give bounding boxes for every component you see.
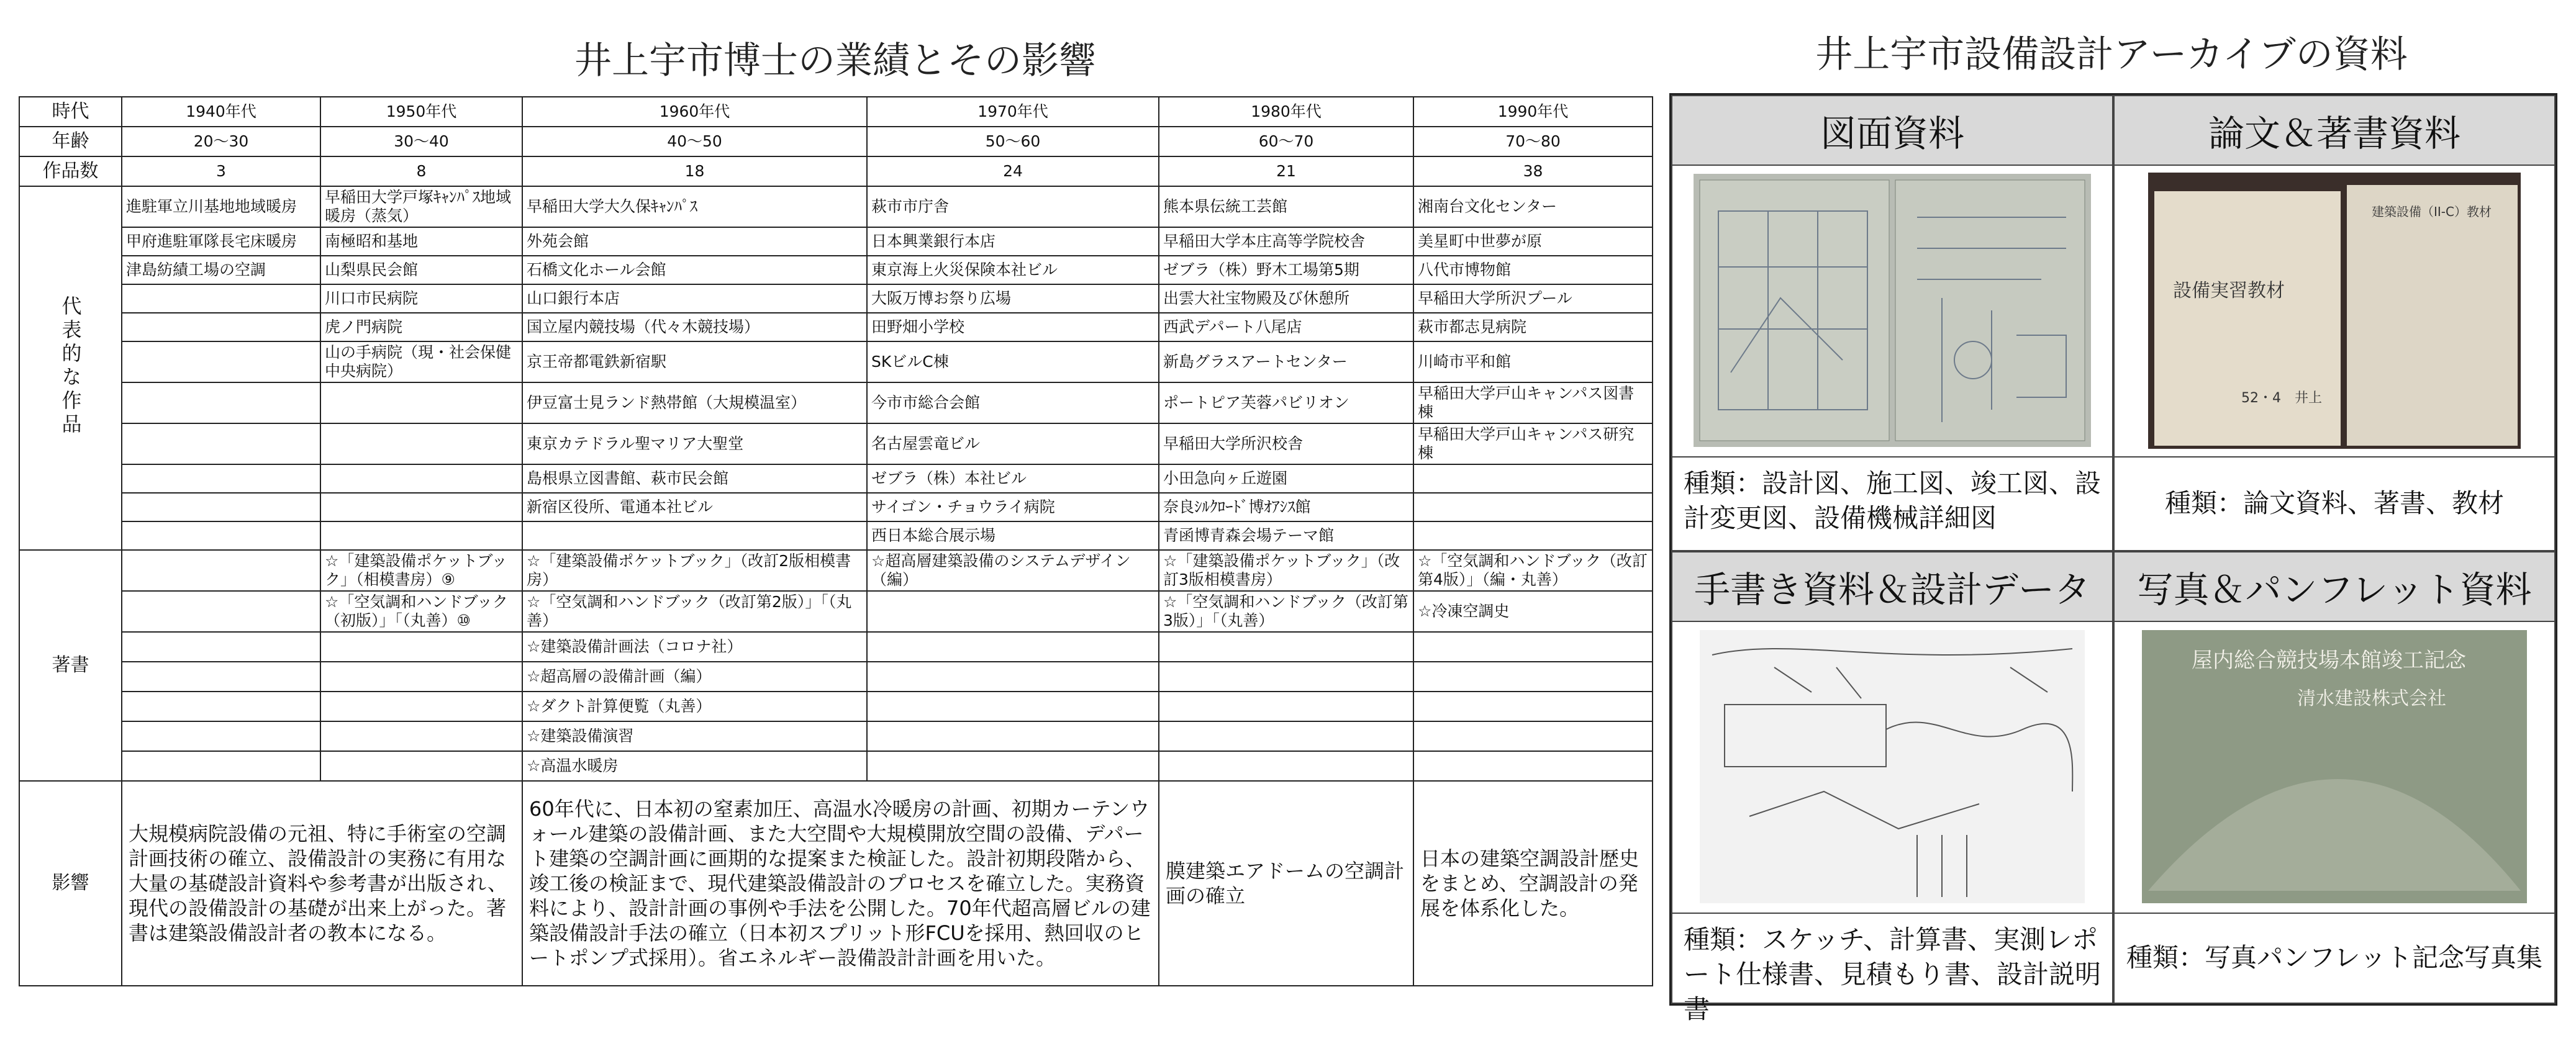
work-cell [1413, 493, 1653, 521]
era-cell: 1970年代 [867, 97, 1159, 127]
work-cell: 小田急向ヶ丘遊園 [1159, 464, 1413, 493]
work-cell: 早稲田大学戸塚ｷｬﾝﾊﾟｽ地域暖房（蒸気） [320, 186, 522, 227]
work-cell: 萩市市庁舎 [867, 186, 1159, 227]
era-cell: 1980年代 [1159, 97, 1413, 127]
work-cell: 津島紡績工場の空調 [122, 256, 320, 284]
age-label: 年齢 [19, 127, 122, 156]
book-cell [122, 751, 320, 781]
work-cell [320, 382, 522, 423]
work-cell: 西武デパート八尾店 [1159, 313, 1413, 341]
papers-heading: 論文＆著書資料 [2115, 96, 2554, 166]
photos-photo [2115, 621, 2554, 914]
works-row [19, 186, 1653, 227]
book-cell: ☆超高層の設備計画（編） [522, 662, 867, 692]
work-cell: 東京海上火災保険本社ビル [867, 256, 1159, 284]
work-cell: 山の手病院（現・社会保健中央病院） [320, 341, 522, 382]
book-cell [320, 632, 522, 662]
book-cell [122, 662, 320, 692]
work-cell [320, 423, 522, 464]
work-cell: 進駐軍立川基地地域暖房 [122, 186, 320, 227]
works-table-title: 井上宇市博士の業績とその影響 [574, 39, 1096, 83]
handwritten-caption: 種類：スケッチ、計算書、実測レポート仕様書、見積もり書、設計説明書 [1684, 924, 2102, 1024]
book-left-title: 設備実習教材 [2173, 279, 2285, 302]
book-cell [1413, 662, 1653, 692]
book-cell [867, 662, 1159, 692]
book-cell [320, 692, 522, 721]
handwritten-section [1671, 551, 2113, 1024]
book-cell [122, 692, 320, 721]
book-cell [867, 692, 1159, 721]
work-cell: 新宿区役所、電通本社ビル [522, 493, 867, 521]
count-cell: 38 [1413, 156, 1653, 186]
book-cell: ☆建築設備演習 [522, 721, 867, 751]
influence-1960-70: 60年代に、日本初の窒素加圧、高温水冷暖房の計画、初期カーテンウォール建築の設備計画、また大空間や大規模開放空間の設備、デパート建築の空調計画に画期的な提案また検証した。設計初期段階から、竣工後の検証まで、現代建築設備設計のプロセスを確立した。実務資料により、設計計画の事例や手法を公開した。70年代超高層ビルの建築設備設計手法の確立（日本初スプリット形FCUを採用、熱回収のヒートポンプ式採用）。省エネルギー設備設計計画を用いた。 [522, 781, 1159, 986]
works-label [19, 186, 122, 550]
work-cell: 新島グラスアートセンター [1159, 341, 1413, 382]
work-cell: 早稲田大学戸山キャンパス研究棟 [1413, 423, 1653, 464]
papers-caption: 種類：論文資料、著書、教材 [2164, 487, 2504, 518]
book-left-sub: 52・4 井上 [2241, 390, 2322, 406]
work-cell: 東京カテドラル聖マリア大聖堂 [522, 423, 867, 464]
book-cell [122, 550, 320, 591]
book-cell: ☆冷凍空調史 [1413, 591, 1653, 632]
works-label-text: 代表的な作品 [58, 295, 83, 437]
books-label-text: 著書 [52, 654, 89, 676]
book-cell [867, 751, 1159, 781]
age-row [19, 127, 1653, 156]
photos-heading: 写真＆パンフレット資料 [2115, 552, 2554, 622]
books-label [19, 550, 122, 781]
work-cell: 日本興業銀行本店 [867, 227, 1159, 256]
works-row [19, 423, 1653, 464]
work-cell: 熊本県伝統工芸館 [1159, 186, 1413, 227]
age-cell: 50～60 [867, 127, 1159, 156]
influence-row [19, 781, 1653, 986]
work-cell: 外苑会館 [522, 227, 867, 256]
book-cell: ☆「空気調和ハンドブック（改訂第3版）」「（丸善） [1159, 591, 1413, 632]
book-cell [320, 662, 522, 692]
handwritten-photo [1672, 621, 2112, 914]
count-cell: 18 [522, 156, 867, 186]
book-cell: ☆「建築設備ポケットブック」（改訂2版相模書房） [522, 550, 867, 591]
photos-section [2113, 551, 2556, 1004]
age-cell: 70～80 [1413, 127, 1653, 156]
works-row [19, 284, 1653, 313]
books-row [19, 550, 1653, 591]
book-cell: ☆高温水暖房 [522, 751, 867, 781]
influence-1990: 日本の建築空調設計歴史をまとめ、空調設計の発展を体系化した。 [1413, 781, 1653, 986]
sketch-image [1700, 630, 2085, 903]
work-cell: 虎ノ門病院 [320, 313, 522, 341]
work-cell [320, 493, 522, 521]
work-cell: 奈良ｼﾙｸﾛｰﾄﾞ博ｵｱｼｽ館 [1159, 493, 1413, 521]
era-cell: 1940年代 [122, 97, 320, 127]
book-cell [1413, 632, 1653, 662]
book-cell [122, 591, 320, 632]
books-row [19, 632, 1653, 662]
book-cell [122, 721, 320, 751]
book-cell [1159, 632, 1413, 662]
age-cell: 20～30 [122, 127, 320, 156]
work-cell: 早稲田大学大久保ｷｬﾝﾊﾟｽ [522, 186, 867, 227]
work-cell [122, 341, 320, 382]
archive-panel [1669, 93, 2557, 1024]
works-row [19, 341, 1653, 382]
count-cell: 21 [1159, 156, 1413, 186]
work-cell: サイゴン・チョウライ病院 [867, 493, 1159, 521]
works-row [19, 256, 1653, 284]
count-cell: 3 [122, 156, 320, 186]
book-cell [1159, 692, 1413, 721]
work-cell: 伊豆富士見ランド熱帯館（大規模温室） [522, 382, 867, 423]
work-cell [320, 464, 522, 493]
works-row [19, 382, 1653, 423]
drawings-photo [1672, 165, 2112, 458]
work-cell: 国立屋内競技場（代々木競技場） [522, 313, 867, 341]
works-row [19, 521, 1653, 550]
work-cell: 川口市民病院 [320, 284, 522, 313]
era-label: 時代 [19, 97, 122, 127]
book-cell [867, 632, 1159, 662]
work-cell [122, 464, 320, 493]
work-cell: SKビルC棟 [867, 341, 1159, 382]
books-row [19, 692, 1653, 721]
works-row [19, 227, 1653, 256]
work-cell [122, 382, 320, 423]
work-cell: 出雲大社宝物殿及び休憩所 [1159, 284, 1413, 313]
book-cell [320, 751, 522, 781]
work-cell: 石橋文化ホール会館 [522, 256, 867, 284]
booklet-sub: 清水建設株式会社 [2297, 688, 2446, 710]
work-cell: 山梨県民会館 [320, 256, 522, 284]
era-cell: 1990年代 [1413, 97, 1653, 127]
books-row [19, 662, 1653, 692]
works-table [19, 96, 1653, 986]
age-cell: 30～40 [320, 127, 522, 156]
work-cell: 早稲田大学所沢校舎 [1159, 423, 1413, 464]
book-cell [1413, 721, 1653, 751]
influence-1940-50: 大規模病院設備の元祖、特に手術室の空調計画技術の確立、設備設計の実務に有用な大量の基礎設計資料や参考書が出版され、現代の設備設計の基礎が出来上がった。著書は建築設備設計者の教本になる。 [122, 781, 522, 986]
book-cell [1159, 662, 1413, 692]
papers-section [2113, 95, 2556, 551]
era-row [19, 97, 1653, 127]
work-cell [122, 423, 320, 464]
book-cell: ☆「空気調和ハンドブック（改訂第4版）」（編・丸善） [1413, 550, 1653, 591]
book-cell: ☆「建築設備ポケットブック」（改訂3版相模書房） [1159, 550, 1413, 591]
books-row [19, 751, 1653, 781]
work-cell: 美星町中世夢が原 [1413, 227, 1653, 256]
book-cell [867, 721, 1159, 751]
work-cell: 西日本総合展示場 [867, 521, 1159, 550]
count-label: 作品数 [19, 156, 122, 186]
works-row [19, 313, 1653, 341]
era-cell: 1960年代 [522, 97, 867, 127]
book-cell: ☆ダクト計算便覧（丸善） [522, 692, 867, 721]
book-cell: ☆建築設備計画法（コロナ社） [522, 632, 867, 662]
booklet-image [2142, 630, 2527, 903]
era-cell: 1950年代 [320, 97, 522, 127]
work-cell [122, 521, 320, 550]
work-cell: 京王帝都電鉄新宿駅 [522, 341, 867, 382]
work-cell [522, 521, 867, 550]
work-cell: 山口銀行本店 [522, 284, 867, 313]
book-cell [1159, 721, 1413, 751]
work-cell: 湘南台文化センター [1413, 186, 1653, 227]
influence-1980: 膜建築エアドームの空調計画の確立 [1159, 781, 1413, 986]
textbooks-image [2148, 173, 2521, 449]
book-cell [1159, 751, 1413, 781]
photos-caption: 種類：写真パンフレット記念写真集 [2126, 942, 2542, 973]
count-cell: 8 [320, 156, 522, 186]
book-right-title: 建築設備（II-C）教材 [2372, 204, 2492, 219]
books-row [19, 591, 1653, 632]
works-row [19, 464, 1653, 493]
handwritten-heading: 手書き資料＆設計データ [1672, 552, 2112, 622]
work-cell: 甲府進駐軍隊長宅床暖房 [122, 227, 320, 256]
book-cell [867, 591, 1159, 632]
works-row [19, 493, 1653, 521]
work-cell [122, 284, 320, 313]
booklet-title: 屋内総合競技場本館竣工記念 [2192, 648, 2466, 673]
book-cell [1413, 751, 1653, 781]
book-cell: ☆「建築設備ポケットブック」（相模書房）⑨ [320, 550, 522, 591]
work-cell: 名古屋雲竜ビル [867, 423, 1159, 464]
archive-title: 井上宇市設備設計アーカイブの資料 [1815, 33, 2408, 76]
work-cell: 大阪万博お祭り広場 [867, 284, 1159, 313]
papers-photo [2115, 165, 2554, 458]
work-cell [122, 493, 320, 521]
drawings-caption: 種類：設計図、施工図、竣工図、設計変更図、設備機械詳細図 [1684, 468, 2102, 533]
work-cell: 田野畑小学校 [867, 313, 1159, 341]
work-cell: 早稲田大学本庄高等学院校舎 [1159, 227, 1413, 256]
work-cell: ポートピア芙蓉パビリオン [1159, 382, 1413, 423]
books-row [19, 721, 1653, 751]
work-cell [122, 313, 320, 341]
influence-label: 影響 [19, 781, 122, 986]
age-cell: 40～50 [522, 127, 867, 156]
work-cell: 今市市総合会館 [867, 382, 1159, 423]
book-cell: ☆「空気調和ハンドブック（改訂第2版）」「（丸善） [522, 591, 867, 632]
work-cell: 早稲田大学戸山キャンパス図書棟 [1413, 382, 1653, 423]
count-cell: 24 [867, 156, 1159, 186]
work-cell [1413, 464, 1653, 493]
drawings-heading: 図面資料 [1672, 96, 2112, 166]
work-cell: 萩市都志見病院 [1413, 313, 1653, 341]
work-cell: 島根県立図書館、萩市民会館 [522, 464, 867, 493]
book-cell [320, 721, 522, 751]
book-cell [122, 632, 320, 662]
work-cell [320, 521, 522, 550]
work-cell: ゼブラ（株）本社ビル [867, 464, 1159, 493]
work-cell [1413, 521, 1653, 550]
book-cell [1413, 692, 1653, 721]
count-row [19, 156, 1653, 186]
work-cell: 八代市博物館 [1413, 256, 1653, 284]
drawings-section [1671, 95, 2113, 551]
work-cell: 南極昭和基地 [320, 227, 522, 256]
age-cell: 60～70 [1159, 127, 1413, 156]
work-cell: ゼブラ（株）野木工場第5期 [1159, 256, 1413, 284]
book-cell: ☆超高層建築設備のシステムデザイン（編） [867, 550, 1159, 591]
work-cell: 川崎市平和館 [1413, 341, 1653, 382]
work-cell: 早稲田大学所沢プール [1413, 284, 1653, 313]
blueprint-image [1694, 174, 2091, 447]
work-cell: 青函博青森会場テーマ館 [1159, 521, 1413, 550]
book-cell: ☆「空気調和ハンドブック（初版）」「（丸善）⑩ [320, 591, 522, 632]
